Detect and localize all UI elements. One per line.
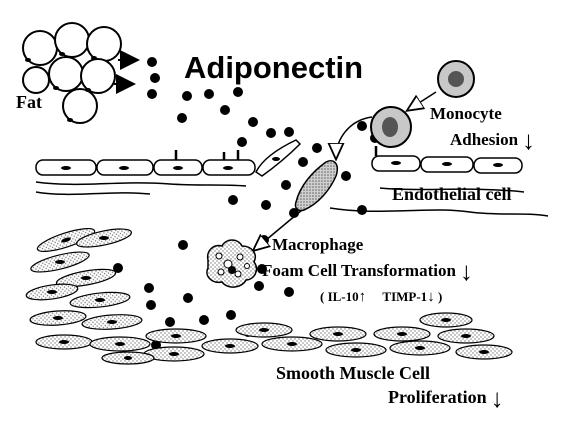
foam-label-row [262, 259, 473, 285]
proliferation-label: Proliferation [388, 387, 487, 408]
down-arrow-icon: ↓ [490, 384, 504, 413]
down-arrow-icon: ↓ [427, 289, 435, 305]
adiponectin-title: Adiponectin [184, 50, 364, 85]
close-paren: ) [437, 289, 443, 304]
transmigration-arrow [336, 117, 372, 158]
monocyte-label: Monocyte [430, 104, 502, 123]
cytokine-row [320, 290, 442, 305]
endothelial-label: Endothelial cell [392, 184, 512, 204]
il10-label: ( IL-10 [320, 289, 359, 304]
down-arrow-icon: ↓ [522, 126, 536, 155]
monocyte-adhering [371, 107, 411, 147]
proliferation-label-row [388, 386, 504, 412]
timp1-label: TIMP-1 [382, 289, 428, 304]
smc-label: Smooth Muscle Cell [276, 363, 430, 383]
adiponectin-dots [113, 57, 380, 350]
transmigrating-cell [295, 161, 337, 211]
foam-label: Foam Cell Transformation [262, 260, 456, 280]
down-arrow-icon: ↓ [459, 257, 473, 286]
monocyte-free [438, 61, 474, 97]
fat-label: Fat [16, 92, 42, 112]
adhesion-label-row [450, 128, 535, 154]
secretion-arrows [114, 60, 138, 84]
up-arrow-icon: ↑ [358, 289, 367, 305]
macrophage-cell [207, 240, 256, 287]
adhesion-label: Adhesion [450, 129, 519, 149]
macrophage-label: Macrophage [272, 235, 364, 254]
